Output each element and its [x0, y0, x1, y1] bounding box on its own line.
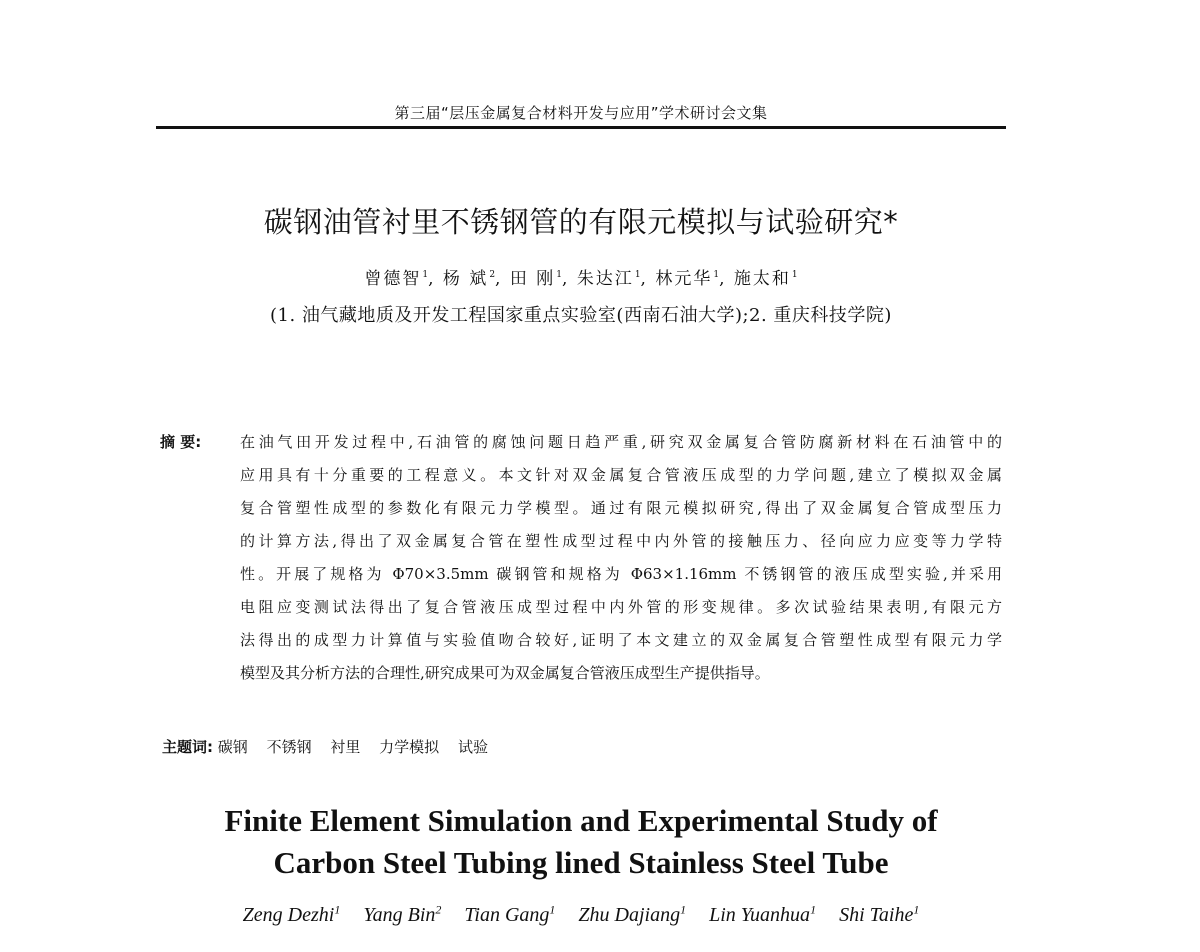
author-cn: 施太和$^1$	[733, 269, 798, 289]
author-cn: 朱达江$^1$	[576, 269, 641, 289]
author-list-en	[156, 902, 1006, 927]
keyword: 碳钢	[217, 738, 248, 756]
abstract-line: 法得出的成型力计算值与实验值吻合较好,证明了本文建立的双金属复合管塑性成型有限元力学	[240, 631, 1002, 649]
author-cn: 杨 斌$^2$	[442, 269, 496, 289]
abstract-line: 在油气田开发过程中,石油管的腐蚀问题日趋严重,研究双金属复合管防腐新材料在石油管中的	[240, 433, 1002, 451]
abstract-line: 性。开展了规格为 Φ70×3.5mm 碳钢管和规格为 Φ63×1.16mm 不锈钢管的液压成型实验,并采用	[240, 565, 1002, 583]
abstract-body	[240, 426, 1002, 690]
keyword: 衬里	[330, 738, 361, 756]
abstract-line: 的计算方法,得出了双金属复合管在塑性成型过程中内外管的接触压力、径向应力应变等力学特	[240, 532, 1002, 550]
keyword: 试验	[457, 738, 488, 756]
paper-title-en	[156, 800, 1006, 884]
author-en: Lin Yuanhua$^1$	[709, 902, 817, 926]
author-cn: 曾德智$^1$	[364, 269, 429, 289]
affiliation-cn: (1. 油气藏地质及开发工程国家重点实验室(西南石油大学);2. 重庆科技学院)	[270, 305, 892, 326]
keywords-line	[162, 736, 502, 757]
keyword: 力学模拟	[379, 738, 440, 756]
author-en: Shi Taihe$^1$	[839, 902, 920, 926]
author-list-cn: 曾德智$^1$, 杨 斌$^2$, 田 刚$^1$, 朱达江$^1$, 林元华$^1$, 施太和$^1$	[364, 269, 798, 289]
title-en-line: Finite Element Simulation and Experimental Study of	[224, 803, 938, 838]
keyword: 不锈钢	[266, 738, 312, 756]
author-en: Yang Bin$^2$	[363, 902, 442, 926]
author-cn: 田 刚$^1$	[509, 269, 562, 289]
abstract-line: 应用具有十分重要的工程意义。本文针对双金属复合管液压成型的力学问题,建立了模拟双金属	[240, 466, 1002, 484]
author-en: Zeng Dezhi$^1$	[242, 902, 341, 926]
abstract-label: 摘 要:	[160, 433, 202, 451]
paper-title-cn: 碳钢油管衬里不锈钢管的有限元模拟与试验研究*	[263, 205, 899, 239]
header-rule	[156, 126, 1006, 129]
abstract-line: 模型及其分析方法的合理性,研究成果可为双金属复合管液压成型生产提供指导。	[240, 664, 770, 682]
abstract-line: 电阻应变测试法得出了复合管液压成型过程中内外管的形变规律。多次试验结果表明,有限元方	[240, 598, 1002, 616]
author-en: Tian Gang$^1$	[464, 902, 556, 926]
title-en-line: Carbon Steel Tubing lined Stainless Steel Tube	[273, 845, 889, 880]
author-cn: 林元华$^1$	[655, 269, 720, 289]
keywords-label: 主题词:	[162, 738, 213, 756]
abstract-line: 复合管塑性成型的参数化有限元力学模型。通过有限元模拟研究,得出了双金属复合管成型压力	[240, 499, 1002, 517]
running-header: 第三届“层压金属复合材料开发与应用”学术研讨会文集	[394, 104, 768, 122]
abstract-block	[160, 426, 1006, 690]
author-en: Zhu Dajiang$^1$	[578, 902, 687, 926]
